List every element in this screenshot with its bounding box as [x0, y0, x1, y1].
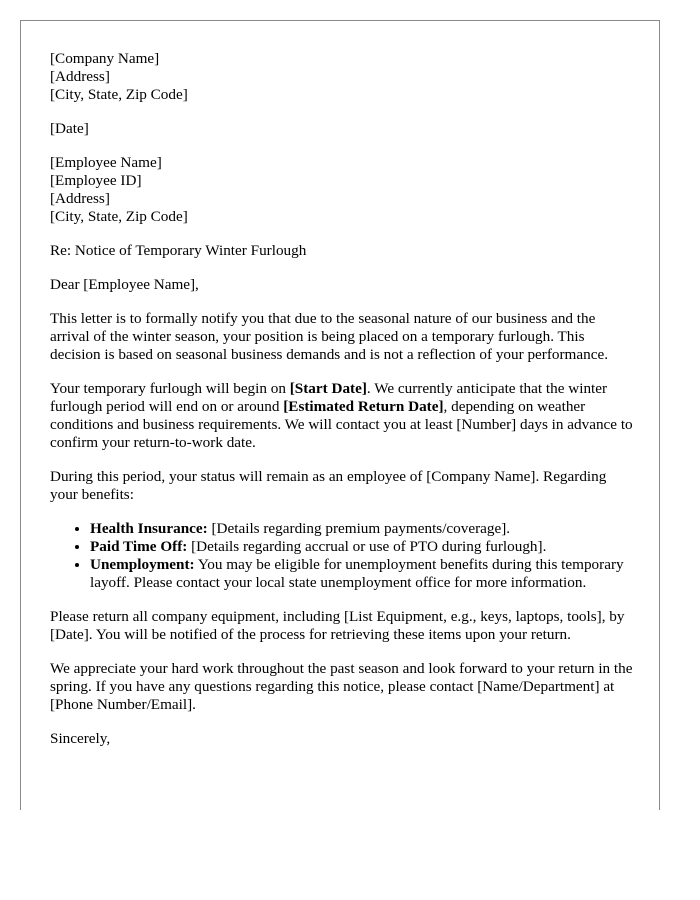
status-paragraph: During this period, your status will remain as an employee of [Company Name]. Regarding your benefits: — [50, 468, 607, 503]
benefits-list — [50, 520, 635, 592]
letter-page — [20, 20, 660, 810]
benefit-label: Health Insurance: — [90, 520, 208, 537]
recipient-name: [Employee Name] — [50, 154, 162, 171]
sender-block — [50, 50, 635, 104]
salutation: Dear [Employee Name], — [50, 276, 199, 293]
return-date: [Estimated Return Date] — [283, 398, 444, 415]
letter-date: [Date] — [50, 120, 89, 137]
equipment-paragraph: Please return all company equipment, including [List Equipment, e.g., keys, laptops, tools], by [Date]. You will be notified of the process for retrieving these items upon your return. — [50, 608, 625, 643]
benefit-label: Paid Time Off: — [90, 538, 188, 555]
date-block — [50, 120, 635, 138]
sender-city: [City, State, Zip Code] — [50, 86, 188, 103]
sender-address: [Address] — [50, 68, 110, 85]
dates-text-1: Your temporary furlough will begin on — [50, 380, 290, 397]
subject-line: Re: Notice of Temporary Winter Furlough — [50, 242, 307, 259]
appreciation-paragraph: We appreciate your hard work throughout the past season and look forward to your return in the spring. If you have any questions regarding this notice, please contact [Name/Department] at [Phone Number/Email]. — [50, 660, 633, 713]
benefit-text: [Details regarding accrual or use of PTO during furlough]. — [187, 538, 547, 555]
benefit-text: You may be eligible for unemployment benefits during this temporary layoff. Please contact your local state unemployment office for more information. — [90, 556, 624, 591]
dates-text-3: , depending on weather conditions and business requirements. We will contact you at least [Number] days in advance to confirm your return-to-work date. — [50, 398, 633, 451]
recipient-city: [City, State, Zip Code] — [50, 208, 188, 225]
list-item — [90, 556, 635, 592]
letter-body — [50, 50, 635, 764]
furlough-dates-paragraph — [50, 380, 635, 452]
list-item — [90, 520, 635, 538]
recipient-block — [50, 154, 635, 226]
recipient-id: [Employee ID] — [50, 172, 142, 189]
closing: Sincerely, — [50, 730, 111, 747]
benefit-label: Unemployment: — [90, 556, 195, 573]
start-date: [Start Date] — [289, 380, 367, 397]
dates-text-2: . We currently anticipate that the winter furlough period will end on or around — [50, 380, 608, 415]
recipient-address: [Address] — [50, 190, 110, 207]
list-item — [90, 538, 635, 556]
benefit-text: [Details regarding premium payments/coverage]. — [207, 520, 511, 537]
notice-paragraph: This letter is to formally notify you that due to the seasonal nature of our business and the arrival of the winter season, your position is being placed on a temporary furlough. This decision is based on seasonal business demands and is not a reflection of your performance. — [50, 310, 608, 363]
sender-company: [Company Name] — [50, 50, 160, 67]
